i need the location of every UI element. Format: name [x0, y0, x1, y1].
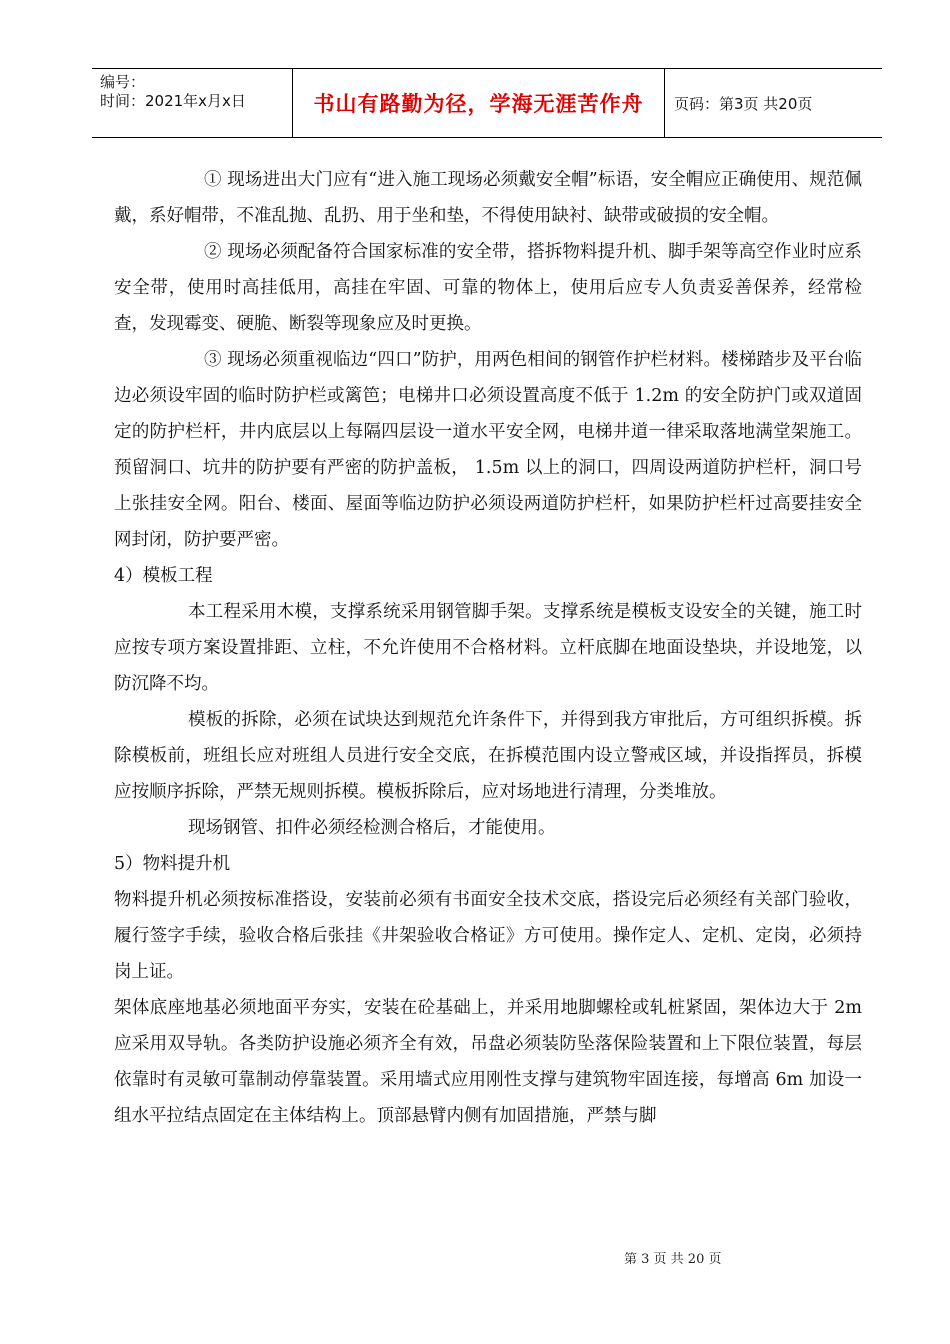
number-label: 编号：	[100, 73, 146, 91]
page-footer: 第 3 页 共 20 页	[624, 1252, 722, 1267]
paragraph-formwork-support: 本工程采用木模，支撑系统采用钢管脚手架。支撑系统是模板支设安全的关键，施工时应按专项方案设置排距、立柱，不允许使用不合格材料。立杆底脚在地面设垫块，并设地笼，以防沉降不均。	[114, 602, 862, 694]
header-page-info: 页码：第3页 共20页	[674, 94, 813, 113]
section-heading-formwork: 4）模板工程	[114, 566, 213, 586]
paragraph-hoist-base: 架体底座地基必须地面平夯实，安装在砼基础上，并采用地脚螺栓或轧桩紧固，架体边大于 2m 应采用双导轨。各类防护设施必须齐全有效，吊盘必须装防坠落保险装置和上下限位装置，每层依靠时有灵敏可靠制动停靠装置。采用墙式应用刚性支撑与建筑物牢固连接，每增高 6m 加设一组水平拉结点固定在主体结构上。顶部悬臂内侧有加固措施，严禁与脚	[114, 998, 862, 1126]
paragraph-formwork-removal: 模板的拆除，必须在试块达到规范允许条件下，并得到我方审批后，方可组织拆模。拆除模板前，班组长应对班组人员进行安全交底，在拆模范围内设立警戒区域，并设指挥员，拆模应按顺序拆除，严禁无规则拆模。模板拆除后，应对场地进行清理，分类堆放。	[114, 710, 862, 802]
page-header	[92, 68, 882, 138]
section-heading-hoist: 5）物料提升机	[114, 854, 231, 874]
paragraph-safety-helmet: ① 现场进出大门应有“进入施工现场必须戴安全帽”标语，安全帽应正确使用、规范佩戴，系好帽带，不准乱抛、乱扔、用于坐和垫，不得使用缺衬、缺带或破损的安全帽。	[114, 170, 862, 226]
time-label: 时间：2021年x月x日	[100, 92, 246, 110]
header-motto: 书山有路勤为径，学海无涯苦作舟	[293, 69, 665, 137]
paragraph-safety-belt: ② 现场必须配备符合国家标准的安全带，搭拆物料提升机、脚手架等高空作业时应系安全带，使用时高挂低用，高挂在牢固、可靠的物体上，使用后应专人负责妥善保养，经常检查，发现霉变、硬脆、断裂等现象应及时更换。	[114, 242, 862, 334]
paragraph-edge-protection: ③ 现场必须重视临边“四口”防护，用两色相间的钢管作护栏材料。楼梯踏步及平台临边必须设牢固的临时防护栏或篱笆；电梯井口必须设置高度不低于 1.2m 的安全防护门或双道固定的防护栏杆，井内底层以上每隔四层设一道水平安全网，电梯井道一律采取落地满堂架施工。预留洞口、坑井的防护要有严密的防护盖板， 1.5m 以上的洞口，四周设两道防护栏杆，洞口号上张挂安全网。阳台、楼面、屋面等临边防护必须设两道防护栏杆，如果防护栏杆过高要挂安全网封闭，防护要严密。	[114, 350, 862, 550]
paragraph-steel-pipe-check: 现场钢管、扣件必须经检测合格后，才能使用。	[188, 818, 556, 838]
paragraph-hoist-setup: 物料提升机必须按标准搭设，安装前必须有书面安全技术交底，搭设完后必须经有关部门验收，履行签字手续，验收合格后张挂《井架验收合格证》方可使用。操作定人、定机、定岗，必须持岗上证。	[114, 890, 862, 982]
header-meta-cell	[92, 69, 293, 137]
document-body	[114, 162, 862, 1134]
